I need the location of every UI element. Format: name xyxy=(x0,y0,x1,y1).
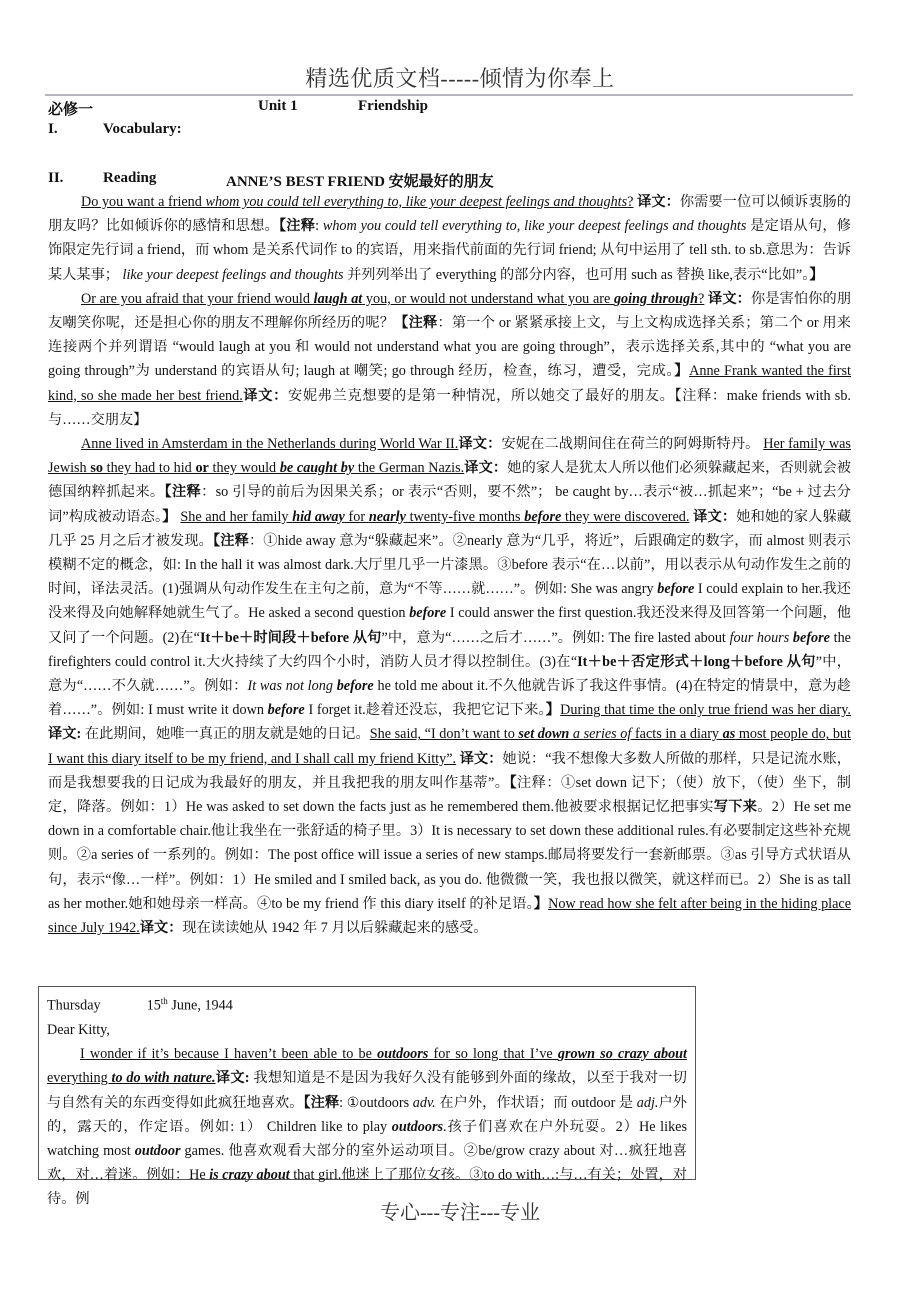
text-segment: for so long that I’ve xyxy=(428,1046,558,1063)
text-segment: they had to hid xyxy=(102,460,196,477)
text-segment: the firefighters could control it.大火持续了大约四个小时，消防人员才得以控制住。(3)在“ xyxy=(48,629,851,670)
text-segment: 译文： xyxy=(708,290,751,307)
text-segment: 译文： xyxy=(139,920,183,937)
text-segment: ”中，意为“……不久就……”。例如： xyxy=(48,653,851,695)
text-segment: like your deepest feelings and thoughts xyxy=(122,266,344,283)
text-segment: grown so crazy about xyxy=(557,1046,687,1063)
text-segment: Anne lived in Amsterdam in the Netherlands during World War II. xyxy=(81,436,459,453)
text-segment: most people do, but I want this diary itself to be my friend, and I shall call my friend Kitty”. xyxy=(48,726,851,767)
text-segment: before xyxy=(657,581,695,598)
text-segment: before xyxy=(267,702,305,719)
diary-day: Thursday xyxy=(47,997,101,1014)
text-segment: before xyxy=(792,629,830,646)
text-segment: 你需要一位可以倾诉衷肠的朋友吗？比如倾诉你的感情和思想。 xyxy=(48,194,851,235)
text-segment: 【注释 xyxy=(394,315,438,332)
header-divider xyxy=(45,94,853,96)
diary-paragraph xyxy=(47,1042,687,1211)
text-segment: 译文: xyxy=(215,1070,250,1087)
page-header-banner: 精选优质文档-----倾情为你奉上 xyxy=(305,66,615,91)
text-segment: 她和她的家人躲藏几乎 25 月之后才被发现。 xyxy=(48,508,852,549)
text-segment: he told me about it.不久他就告诉了我这件事情。(4)在特定的情景中，意为趁着……”。例如: I must write it down xyxy=(48,678,851,719)
text-segment: ”中，意为“……之后才……”。例如: The fire lasted about xyxy=(381,629,730,646)
diary-date-suffix: th xyxy=(160,996,168,1006)
text-segment: ? xyxy=(627,194,634,210)
unit-topic: Friendship xyxy=(358,98,429,114)
diary-date-line xyxy=(47,989,687,1018)
text-segment: 译文： xyxy=(637,194,680,210)
text-segment: 户外的，露天的，作定语。例如: 1） Children like to play xyxy=(47,1094,687,1135)
text-segment: She said, “I don’t want to xyxy=(369,726,519,743)
text-segment: four hours xyxy=(729,629,793,646)
text-segment: as xyxy=(722,726,736,743)
text-segment: nearly xyxy=(368,508,406,525)
diary-excerpt-box xyxy=(38,986,696,1208)
section-label: Reading xyxy=(103,170,157,186)
text-segment: outdoors xyxy=(377,1046,429,1063)
text-segment: It＋be＋否定形式＋long＋before 从句 xyxy=(577,653,816,670)
text-segment: whom you could tell everything to, like your deepest feelings and thoughts xyxy=(205,194,628,210)
text-segment: 【注释 xyxy=(303,1094,340,1111)
text-segment: 【注释 xyxy=(164,484,202,501)
diary-date-day: 15 xyxy=(146,997,161,1014)
text-segment: During that time the only true friend was her diary. xyxy=(560,702,851,719)
text-segment: 在户外，作状语；而 outdoor 是 xyxy=(435,1094,637,1111)
text-segment: ：so 引导的前后为因果关系；or 表示“否则，要不然”； be caught by…表示“被…抓起来”；“be + 过去分词”构成被动语态。 xyxy=(48,484,851,525)
text-segment: outdoor xyxy=(134,1142,181,1159)
text-segment: 【注释 xyxy=(278,218,316,235)
text-segment: 是定语从句，修饰限定先行词 a friend，而 whom 是关系代词作 to 的宾语，用来指代前面的先行词 friend; 从句中运用了 tell sth. to sb.意思为：告诉某人某事； xyxy=(48,218,851,283)
text-segment: adj. xyxy=(636,1094,659,1111)
unit-label: Unit 1 xyxy=(258,98,298,114)
text-segment: 】 xyxy=(162,508,177,525)
text-segment: before xyxy=(336,678,374,695)
text-segment: 译文： xyxy=(459,750,503,767)
text-segment: or xyxy=(195,460,209,477)
text-segment: set down xyxy=(518,726,570,743)
text-segment: 她的家人是犹太人所以他们必须躲藏起来，否则就会被德国纳粹抓起来。 xyxy=(48,460,851,501)
text-segment: for xyxy=(344,508,369,525)
text-segment: 】 xyxy=(809,266,824,283)
text-segment: Now read how she felt after being in the hiding place since July 1942. xyxy=(48,895,852,937)
text-segment: games. 他喜欢观看大部分的室外运动项目。②be/grow crazy about 对…疯狂地喜欢，对…着迷。例如：He xyxy=(47,1142,687,1184)
text-segment: 你是害怕你的朋友嘲笑你呢，还是担心你的朋友不理解你所经历的呢？ xyxy=(48,290,852,332)
text-segment: 。2）He set me down in a comfortable chair.他让我坐在一张舒适的椅子里。3）It is necessary to set down these additional rules.有必要制定这些补充规则。②a series of 一系列的。例如：The post office will issue a series of new stamps.邮局将要发行一套新邮票。③as 引导方式状语从句，表示“像…一样”。例如：1）He smiled and I smiled back, as you do. 他微微一笑，我也报以微笑，就这样而已。2）She is as tall as her mother.她和她母亲一样高。④to be my friend 作 this diary itself 的补足语。 xyxy=(48,799,851,912)
section-label: Vocabulary: xyxy=(103,121,182,137)
reading-title: ANNE’S BEST FRIEND 安妮最好的朋友 xyxy=(226,174,494,190)
text-segment: 】 xyxy=(545,702,561,719)
text-segment: you, or would not understand what you are xyxy=(362,290,614,307)
text-segment: going through xyxy=(613,290,699,307)
text-segment: adv. xyxy=(412,1094,436,1111)
text-segment: so xyxy=(90,460,103,477)
text-segment: whom you could tell everything to, like your deepest feelings and thoughts xyxy=(322,218,747,235)
text-segment: 】 xyxy=(533,895,549,912)
section-number: I. xyxy=(48,121,58,137)
text-segment: I could explain to her.我还没来得及向她解释她就生气了。He asked a second question xyxy=(48,581,851,622)
text-segment: Anne Frank wanted the first kind, so she made her best friend. xyxy=(48,363,851,404)
reading-body xyxy=(48,190,851,940)
text-segment: ：①hide away 意为“躲藏起来”。②nearly 意为“几乎，将近”，后跟确定的数字，而 almost 则表示模糊不定的概念，如: In the hall it was almost dark.大厅里几乎一片漆黑。③before 表示“在…以前”，用以表示从句动作发生之前的时间，译法灵活。(1)强调从句动作发生在主句之前，意为“不等……就……”。例如: She was angry xyxy=(48,532,851,598)
text-segment: 在此期间，她唯一真正的朋友就是她的日记。 xyxy=(81,726,370,743)
text-segment: 我想知道是不是因为我好久没有能够到外面的缘故，以至于我对一切与自然有关的东西变得如此疯狂地喜欢。 xyxy=(47,1070,687,1111)
text-segment: 译文： xyxy=(458,436,502,453)
text-segment: hid away xyxy=(292,508,345,525)
text-segment: 写下来 xyxy=(713,799,758,816)
text-segment: Or are you afraid that your friend would xyxy=(81,290,314,307)
text-segment: Her family was Jewish xyxy=(48,436,851,477)
text-segment: 】 xyxy=(674,363,690,380)
text-segment: She and her family xyxy=(180,508,293,525)
text-segment: they were discovered. xyxy=(561,508,690,525)
page-footer-banner: 专心---专注---专业 xyxy=(380,1202,540,1224)
book-label: 必修一 xyxy=(48,102,94,118)
text-segment: laugh at xyxy=(313,290,363,307)
text-segment: they would xyxy=(208,460,280,477)
text-segment: 译文: xyxy=(48,726,82,743)
text-segment: I wonder if it’s because I haven’t been able to be xyxy=(80,1046,378,1063)
diary-date-rest: June, 1944 xyxy=(167,997,233,1014)
text-segment: 译文： xyxy=(242,387,289,404)
diary-greeting: Dear Kitty, xyxy=(47,1021,110,1038)
paragraph xyxy=(48,287,851,432)
text-segment: 她说：“我不想像大多数人所做的那样，只是记流水账，而是我想要我的日记成为我最好的朋友，并且我把我的朋友叫作基蒂”。 xyxy=(48,750,851,791)
text-segment: 安妮弗兰克想要的是第一种情况，所以她交了最好的朋友。【注释：make friends with sb. 与……交朋友】 xyxy=(48,387,851,428)
text-segment: It was not long xyxy=(247,678,337,695)
text-segment: 并列列举出了 everything 的部分内容，也可用 such as 替换 like,表示“比如”。 xyxy=(343,266,810,283)
text-segment: that girl.他迷上了那位女孩。③to do with…:与…有关；处置，对待。例 xyxy=(47,1167,688,1208)
text-segment: is crazy about xyxy=(209,1167,290,1184)
text-segment: : ①outdoors xyxy=(339,1094,413,1111)
text-segment: I could answer the first question.我还没来得及回答第一个问题，他又问了一个问题。(2)在“ xyxy=(48,605,851,646)
text-segment: 注释：①set down 记下；（使）放下，（使）坐下，制定，降落。例如：1）He was asked to set down the facts just as he remembered them.他被要求根据记忆把事实 xyxy=(48,774,851,816)
text-segment: before xyxy=(409,605,447,622)
text-segment: 译文： xyxy=(464,460,508,477)
text-segment: ? xyxy=(698,290,705,307)
text-segment: 安妮在二战期间住在荷兰的阿姆斯特丹。 xyxy=(501,436,764,453)
text-segment: 【注释 xyxy=(213,532,249,549)
text-segment: I forget it.趁着还没忘，我把它记下来。 xyxy=(304,702,546,719)
text-segment: facts in a diary xyxy=(631,726,723,743)
text-segment: 译文： xyxy=(693,508,737,525)
text-segment: before xyxy=(524,508,562,525)
paragraph xyxy=(48,432,851,940)
paragraph xyxy=(48,190,851,287)
text-segment: .孩子们喜欢在户外玩耍。2）He likes watching most xyxy=(47,1118,687,1159)
text-segment: Do you want a friend xyxy=(81,194,206,210)
text-segment: to do with nature. xyxy=(111,1070,216,1087)
text-segment: the German Nazis. xyxy=(354,460,465,477)
text-segment: : xyxy=(315,218,323,235)
text-segment: be caught by xyxy=(279,460,355,477)
text-segment: outdoors xyxy=(391,1118,443,1135)
text-segment: 现在读读她从 1942 年 7 月以后躲藏起来的感受。 xyxy=(182,920,488,937)
text-segment: 【 xyxy=(509,774,518,791)
text-segment: twenty-five months xyxy=(405,508,525,525)
section-number: II. xyxy=(48,170,64,186)
text-segment: ：第一个 or 紧紧承接上文，与上文构成选择关系；第二个 or 用来连接两个并列谓语 “would laugh at you 和 would not understand what you are going through”，表示选择关系,其中的 “what you are going through”为 understand 的宾语从句; laugh at 嘲笑; go through 经历，检查，练习，遭受，完成。 xyxy=(48,315,851,380)
text-segment: everything xyxy=(47,1070,112,1087)
text-segment: a series of xyxy=(569,726,632,743)
text-segment: It＋be＋时间段＋before 从句 xyxy=(199,629,382,646)
